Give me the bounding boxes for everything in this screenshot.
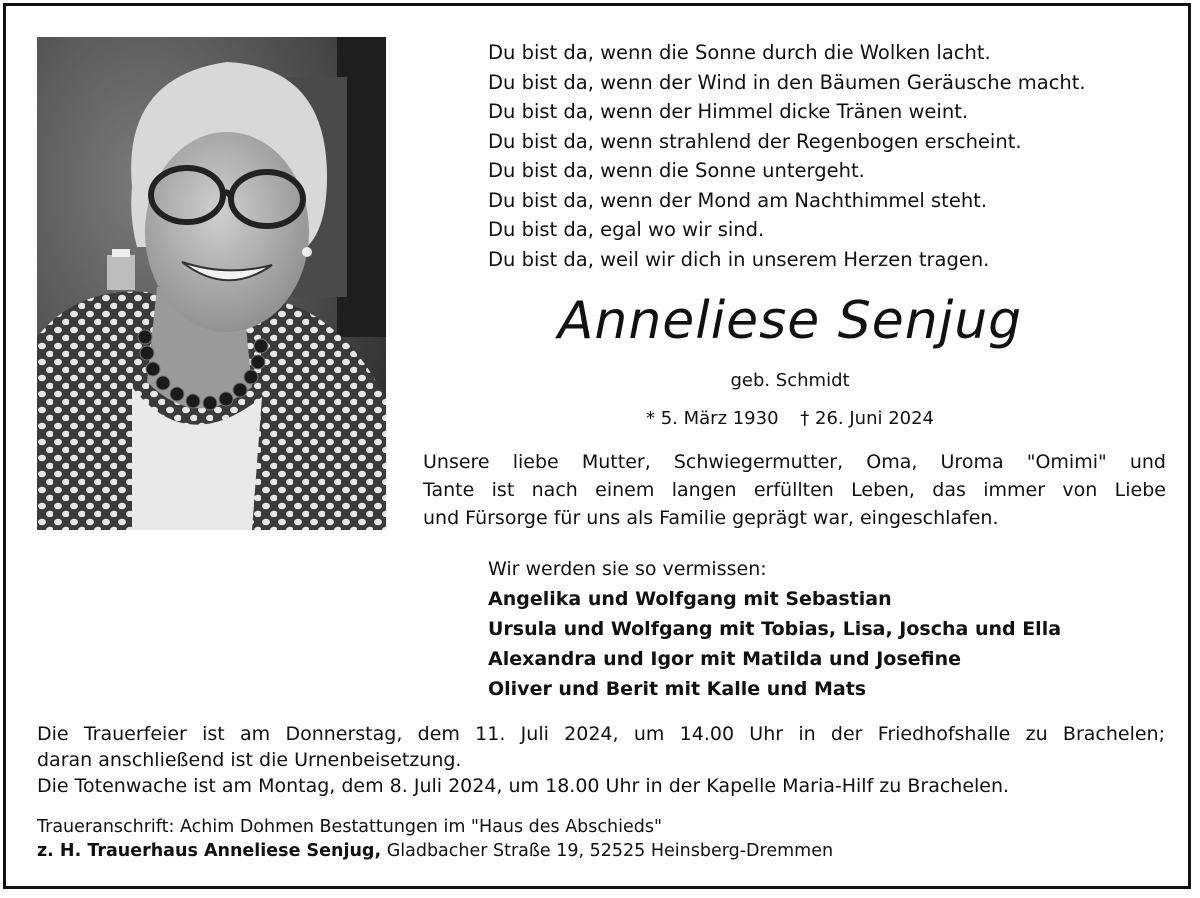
service-line: Die Trauerfeier ist am Donnerstag, dem 11. Juli 2024, um 14.00 Uhr in der Friedhofshalle zu Brachelen; (37, 723, 1165, 745)
mourners-heading: Wir werden sie so vermissen: (488, 558, 767, 580)
poem-line: Du bist da, wenn strahlend der Regenbogen erscheint. (488, 129, 1022, 153)
poem (488, 38, 1178, 274)
address-street: Gladbacher Straße 19, 52525 Heinsberg-Dremmen (386, 841, 834, 861)
life-dates (420, 406, 1160, 432)
birth-date: * 5. März 1930 (645, 408, 779, 429)
poem-line: Du bist da, wenn der Wind in den Bäumen Geräusche macht. (488, 70, 1086, 94)
portrait-photo (37, 37, 386, 530)
poem-line: Du bist da, wenn der Himmel dicke Tränen weint. (488, 100, 969, 123)
mourner-family: Ursula und Wolfgang mit Tobias, Lisa, Joscha und Ella (488, 618, 1062, 640)
mourners-section (488, 554, 1178, 704)
intro-line: Tante ist nach einem langen erfüllten Leben, das immer von Liebe (423, 479, 1166, 501)
service-info (37, 721, 1165, 799)
address-line: Traueranschrift: Achim Dohmen Bestattungen im "Haus des Abschieds" (37, 817, 663, 837)
poem-line: Du bist da, egal wo wir sind. (488, 218, 765, 241)
maiden-name: geb. Schmidt (730, 370, 850, 391)
mourner-family: Alexandra und Igor mit Matilda und Josefine (488, 648, 962, 670)
intro-line: und Fürsorge für uns als Familie geprägt war, eingeschlafen. (423, 507, 999, 529)
service-line: daran anschließend ist die Urnenbeisetzung. (37, 749, 462, 771)
address-recipient: z. H. Trauerhaus Anneliese Senjug, (37, 841, 382, 861)
intro-line: Unsere liebe Mutter, Schwiegermutter, Oma, Uroma "Omimi" und (423, 451, 1166, 473)
deceased-name: Anneliese Senjug (557, 291, 1023, 351)
poem-line: Du bist da, wenn die Sonne untergeht. (488, 159, 865, 182)
death-date: † 26. Juni 2024 (800, 408, 935, 429)
mourning-address (37, 815, 1165, 863)
mourner-family: Angelika und Wolfgang mit Sebastian (488, 588, 892, 610)
poem-line: Du bist da, wenn die Sonne durch die Wolken lacht. (488, 41, 991, 64)
poem-line: Du bist da, weil wir dich in unserem Herzen tragen. (488, 247, 990, 271)
poem-line: Du bist da, wenn der Mond am Nachthimmel steht. (488, 188, 988, 212)
mourner-family: Oliver und Berit mit Kalle und Mats (488, 678, 867, 700)
intro-text (423, 448, 1166, 532)
address-line-2 (37, 839, 1165, 863)
service-line: Die Totenwache ist am Montag, dem 8. Juli 2024, um 18.00 Uhr in der Kapelle Maria-Hilf zu Brachelen. (37, 775, 1010, 797)
